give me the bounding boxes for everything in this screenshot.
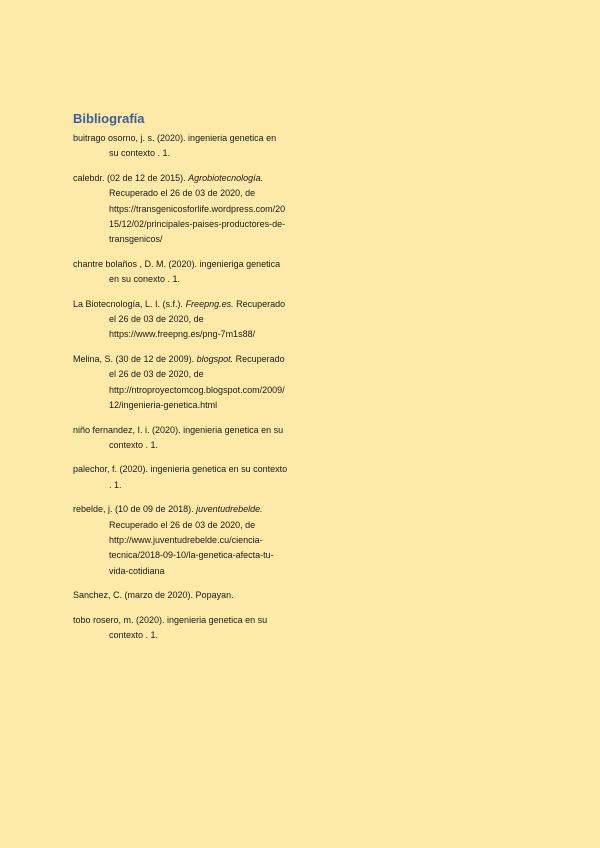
- entry-source: Recuperado el 26 de 03 de 2020, de https://transgenicosforlife.wordpress.com/2015/12/02/principales-paises-productores-de-transgenicos/: [109, 188, 286, 245]
- bibliography-entry: [73, 502, 288, 579]
- entry-text: Sanchez, C. (marzo de 2020). Popayan.: [73, 590, 234, 601]
- entry-text: rebelde, j. (10 de 09 de 2018).: [73, 504, 197, 515]
- bibliography-entry: [73, 297, 288, 343]
- entry-text: calebdr. (02 de 12 de 2015).: [73, 172, 189, 183]
- bibliography-heading: Bibliografía: [73, 111, 145, 126]
- bibliography-entry: [73, 462, 288, 493]
- bibliography-entry: [73, 588, 288, 603]
- entry-text: palechor, f. (2020). ingenieria genetica en su contexto . 1.: [73, 464, 288, 490]
- entry-text: niño fernandez, I. i. (2020). ingenieria genetica en su contexto . 1.: [73, 424, 284, 450]
- entry-title: blogspot.: [196, 353, 234, 364]
- entry-source: Recuperado el 26 de 03 de 2020, de https://www.freepng.es/png-7m1s88/: [109, 298, 286, 340]
- entry-title: juventudrebelde.: [196, 504, 263, 515]
- bibliography-entry: [73, 423, 288, 454]
- entry-text: La Biotecnología, L. I. (s.f.).: [73, 298, 186, 309]
- entry-source: Recuperado el 26 de 03 de 2020, de http://www.juventudrebelde.cu/ciencia-tecnica/2018-09-10/la-genetica-afecta-tu-vida-cotidiana: [109, 519, 274, 576]
- entry-text: tobo rosero, m. (2020). ingenieria genetica en su contexto . 1.: [73, 614, 268, 640]
- bibliography-entry: [73, 613, 288, 644]
- bibliography-section: [73, 111, 288, 652]
- bibliography-entry: [73, 171, 288, 248]
- entry-source: Recuperado el 26 de 03 de 2020, de http://ntroproyectomcog.blogspot.com/2009/12/ingenieria-genetica.html: [109, 353, 285, 411]
- entry-text: chantre bolaños , D. M. (2020). ingenieriga genetica en su conexto . 1.: [73, 258, 281, 285]
- bibliography-entry: [73, 352, 288, 414]
- entry-title: Agrobiotecnología.: [188, 172, 264, 183]
- entry-text: buitrago osorno, j. s. (2020). ingenieria genetica en su contexto . 1.: [73, 133, 277, 159]
- bibliography-entry: [73, 131, 288, 162]
- bibliography-entry: [73, 257, 288, 288]
- entry-text: Melina, S. (30 de 12 de 2009).: [73, 353, 197, 364]
- entry-title: Freepng.es.: [185, 298, 234, 309]
